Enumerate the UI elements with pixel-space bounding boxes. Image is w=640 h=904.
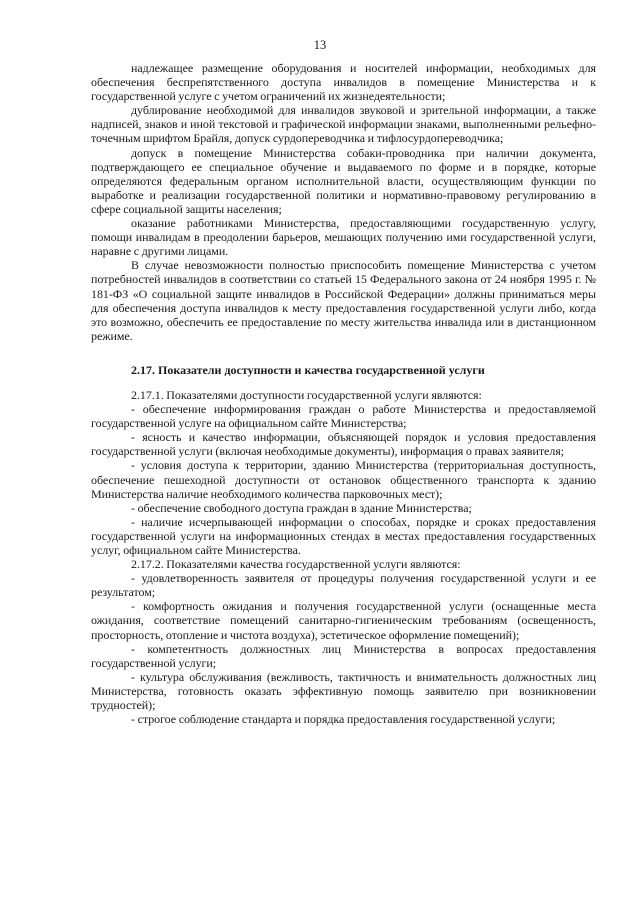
page-number: 13 bbox=[313, 38, 327, 52]
paragraph: 2.17.2. Показателями качества государственной услуги являются: bbox=[131, 557, 461, 572]
paragraph: допуск в помещение Министерства собаки-проводника при наличии документа, подтверждающего ее специальное обучение и выдаваемого по форме и в порядке, которые определяются федеральным органом исполнительной власти, осуществляющим функции по выработке и реализации государственной политики и нормативно-правовому регулированию в сфере социальной защиты населения; bbox=[91, 145, 596, 216]
list-item: - удовлетворенность заявителя от процедуры получения государственной услуги и ее результатом; bbox=[91, 571, 596, 600]
paragraph: надлежащее размещение оборудования и носителей информации, необходимых для обеспечения беспрепятственного доступа инвалидов в помещение Министерства и к государственной услуге с учетом ограничений их жизнедеятельности; bbox=[91, 61, 596, 104]
page-body bbox=[91, 61, 596, 726]
list-item: - компетентность должностных лиц Министерства в вопросах предоставления государственной услуги; bbox=[91, 641, 596, 670]
list-item: - условия доступа к территории, зданию Министерства (территориальная доступность, обеспечение пешеходной доступности от остановок общественного транспорта к зданию Министерства наличие необходимого количества парковочных мест); bbox=[91, 458, 596, 501]
list-item: - комфортность ожидания и получения государственной услуги (оснащенные места ожидания, соответствие помещений санитарно-гигиеническим требованиям (освещенность, просторность, отопление и чистота воздуха), эстетическое оформление помещений); bbox=[91, 599, 596, 642]
paragraph: В случае невозможности полностью приспособить помещение Министерства с учетом потребностей инвалидов в соответствии со статьей 15 Федерального закона от 24 ноября 1995 г. № 181-ФЗ «О социальной защите инвалидов в Российской Федерации» должны приниматься меры для обеспечения доступа инвалидов к месту предоставления государственной услуги либо, когда это возможно, обеспечить ее предоставление по месту жительства инвалида или в дистанционном режиме. bbox=[91, 258, 596, 343]
list-item: - культура обслуживания (вежливость, тактичность и внимательность должностных лиц Министерства, готовность оказать эффективную помощь заявителю при возникновении трудностей); bbox=[91, 669, 596, 713]
paragraph: оказание работниками Министерства, предоставляющими государственную услугу, помощи инвалидам в преодолении барьеров, мешающих получению ими государственной услуги, наравне с другими лицами. bbox=[91, 216, 596, 259]
list-item: - обеспечение информирования граждан о работе Министерства и предоставляемой государственной услуге на официальном сайте Министерства; bbox=[91, 402, 596, 431]
list-item: - обеспечение свободного доступа граждан в здание Министерства; bbox=[131, 500, 472, 515]
section-heading: 2.17. Показатели доступности и качества государственной услуги bbox=[131, 362, 485, 377]
list-item: - ясность и качество информации, объясняющей порядок и условия предоставления государственной услуги (включая необходимые документы), информация о правах заявителя; bbox=[91, 430, 596, 459]
paragraph: дублирование необходимой для инвалидов звуковой и зрительной информации, а также надписей, знаков и иной текстовой и графической информации знаками, выполненными рельефно-точечным шрифтом Брайля, допуск сурдопереводчика и тифлосурдопереводчика; bbox=[91, 103, 596, 146]
list-item: - наличие исчерпывающей информации о способах, порядке и сроках предоставления государственной услуги на информационных стендах в местах предоставления государственных услуг, официальном сайте Министерства. bbox=[91, 514, 596, 557]
list-item: - строгое соблюдение стандарта и порядка предоставления государственной услуги; bbox=[131, 712, 556, 727]
paragraph: 2.17.1. Показателями доступности государственной услуги являются: bbox=[131, 387, 482, 402]
